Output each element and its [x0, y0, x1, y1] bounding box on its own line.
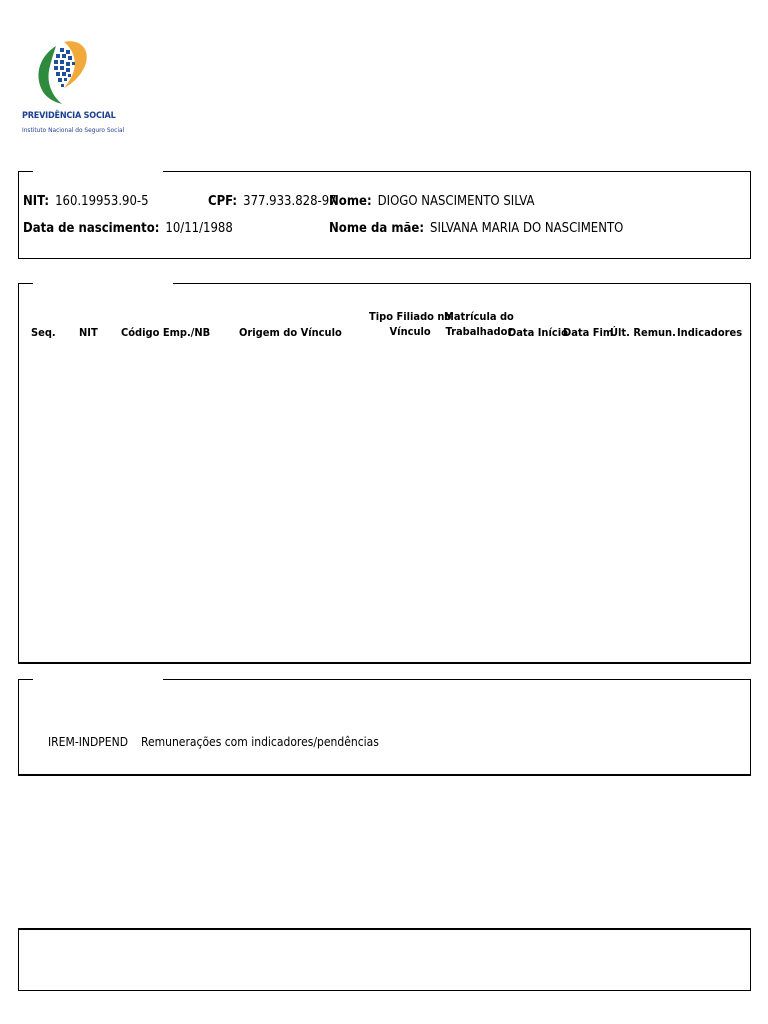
- header-codigo-emp: Código Emp./NB: [121, 326, 211, 339]
- legend-code: IREM-INDPEND: [48, 735, 129, 749]
- mae-label: Nome da mãe:: [329, 221, 425, 236]
- header-data-fim: Data Fim: [563, 326, 614, 339]
- header-data-inicio: Data Início: [508, 326, 568, 339]
- cpf-label: CPF:: [208, 194, 238, 209]
- cpf-field: [208, 194, 337, 209]
- nome-field: [329, 194, 534, 209]
- header-matricula: Matrícula do Trabalhador: [444, 310, 514, 338]
- mae-value: SILVANA MARIA DO NASCIMENTO: [430, 221, 624, 236]
- nome-label: Nome:: [329, 194, 372, 209]
- header-seq: Seq.: [31, 326, 56, 339]
- nascimento-value: 10/11/1988: [165, 221, 233, 236]
- section-title-gap: [33, 282, 173, 286]
- footer-section: [18, 928, 751, 991]
- previdencia-logo-icon: [34, 38, 92, 108]
- header-ult-remun: Últ. Remun.: [610, 326, 676, 339]
- cpf-value: 377.933.828-97: [243, 194, 337, 209]
- header-tipo-filiado: Tipo Filiado no Vínculo: [369, 310, 452, 338]
- header-origem-vinculo: Origem do Vínculo: [239, 326, 342, 339]
- nit-value: 160.19953.90-5: [55, 194, 149, 209]
- logo-title: PREVIDÊNCIA SOCIAL: [22, 111, 116, 121]
- identification-section: [18, 171, 751, 259]
- nascimento-label: Data de nascimento:: [23, 221, 160, 236]
- section-title-gap: [33, 678, 163, 682]
- header-indicadores: Indicadores: [677, 326, 743, 339]
- nascimento-field: [23, 221, 233, 236]
- logo-subtitle: Instituto Nacional do Seguro Social: [22, 126, 125, 134]
- mae-field: [329, 221, 623, 236]
- legend-section: [18, 679, 751, 776]
- header-nit: NIT: [79, 326, 98, 339]
- previdencia-social-logo: [20, 38, 125, 143]
- nome-value: DIOGO NASCIMENTO SILVA: [377, 194, 535, 209]
- relations-table-section: [18, 283, 751, 664]
- section-title-gap: [33, 170, 163, 174]
- nit-field: [23, 194, 149, 209]
- legend-description: Remunerações com indicadores/pendências: [141, 735, 379, 749]
- nit-label: NIT:: [23, 194, 50, 209]
